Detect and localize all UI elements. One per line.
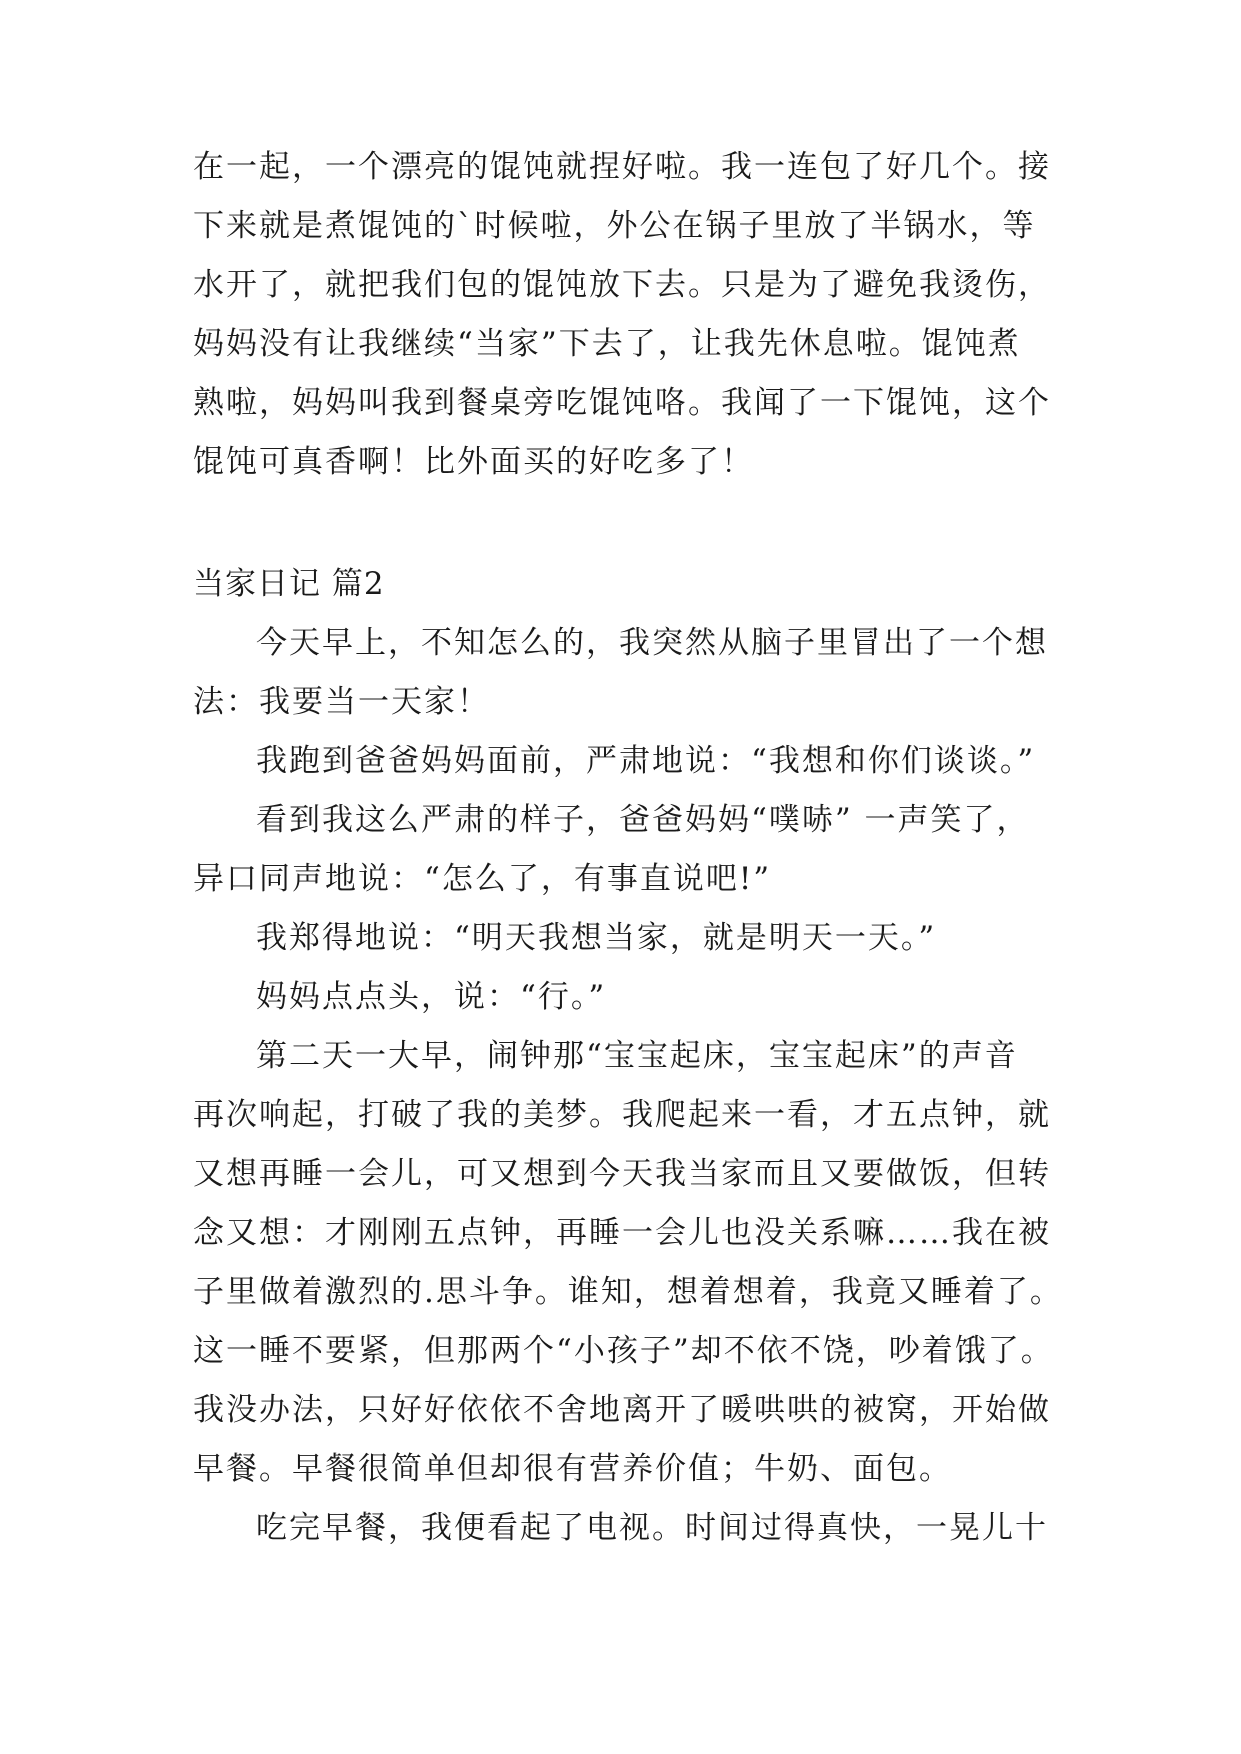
text-line: 妈妈没有让我继续“当家”下去了，让我先休息啦。馄饨煮 [193,326,1021,362]
text-line: 在一起，一个漂亮的馄饨就捏好啦。我一连包了好几个。接 [193,149,1051,185]
text-line: 我郑得地说：“明天我想当家，就是明天一天。” [256,920,937,956]
text-line: 今天早上，不知怎么的，我突然从脑子里冒出了一个想 [256,625,1048,661]
text-line: 念又想：才刚刚五点钟，再睡一会儿也没关系嘛……我在被 [193,1215,1051,1251]
text-line: 下来就是煮馄饨的`时候啦，外公在锅子里放了半锅水，等 [193,208,1036,244]
text-line: 第二天一大早，闹钟那“宝宝起床，宝宝起床”的声音 [256,1038,1018,1074]
text-line: 早餐。早餐很简单但却很有营养价值；牛奶、面包。 [193,1451,952,1487]
text-line: 馄饨可真香啊！比外面买的好吃多了！ [193,444,754,480]
text-line: 法：我要当一天家！ [193,684,490,720]
text-line: 异口同声地说：“怎么了，有事直说吧!” [193,861,772,897]
section-title: 当家日记 篇2 [193,566,385,602]
text-line: 子里做着激烈的.思斗争。谁知，想着想着，我竟又睡着了。 [193,1274,1063,1310]
text-line: 又想再睡一会儿，可又想到今天我当家而且又要做饭，但转 [193,1156,1051,1192]
text-line: 这一睡不要紧，但那两个“小孩子”却不依不饶，吵着饿了。 [193,1333,1054,1369]
text-line: 妈妈点点头，说：“行。” [256,979,607,1015]
text-line: 再次响起，打破了我的美梦。我爬起来一看，才五点钟，就 [193,1097,1051,1133]
text-line: 我没办法，只好好依依不舍地离开了暖哄哄的被窝，开始做 [193,1392,1051,1428]
text-line: 看到我这么严肃的样子，爸爸妈妈“噗哧” 一声笑了， [256,802,1030,838]
text-line: 吃完早餐，我便看起了电视。时间过得真快，一晃儿十 [256,1510,1048,1546]
text-line: 水开了，就把我们包的馄饨放下去。只是为了避免我烫伤， [193,267,1051,303]
text-line: 我跑到爸爸妈妈面前，严肃地说：“我想和你们谈谈。” [256,743,1036,779]
text-line: 熟啦，妈妈叫我到餐桌旁吃馄饨咯。我闻了一下馄饨，这个 [193,385,1051,421]
